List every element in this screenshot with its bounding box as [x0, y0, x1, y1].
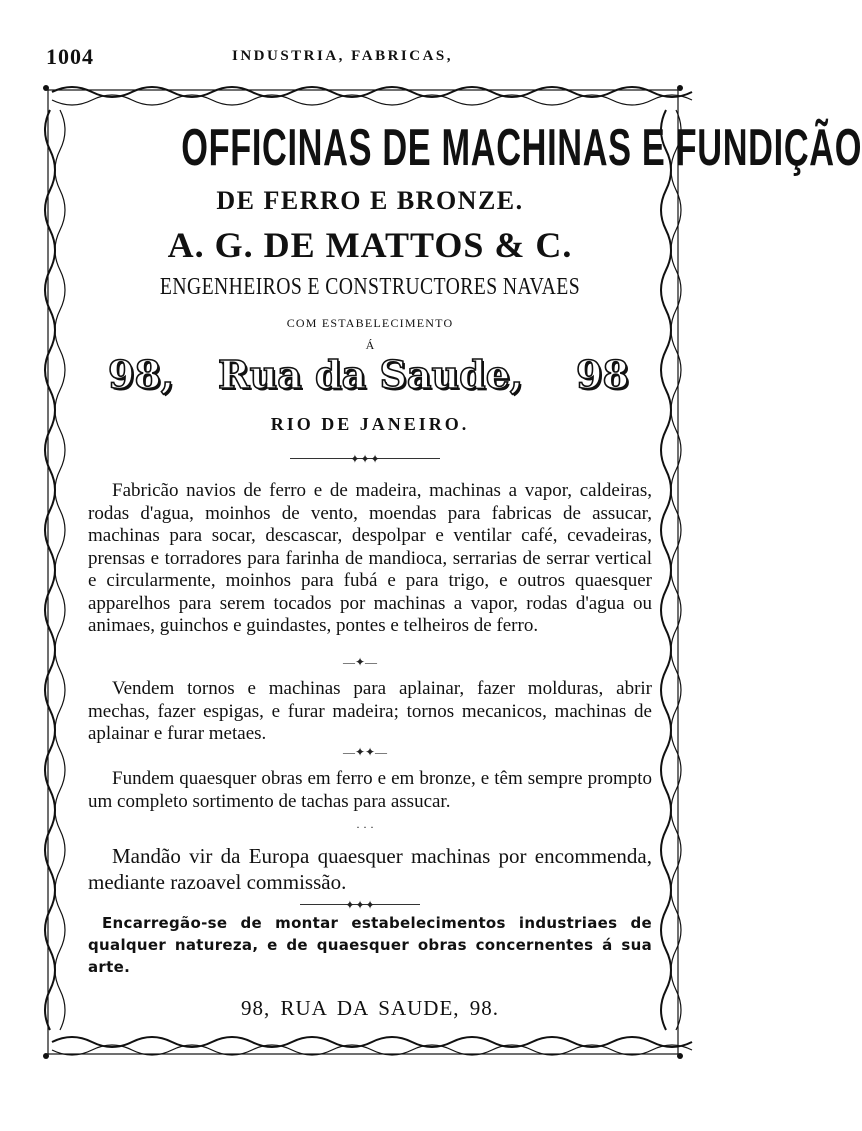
divider-ornament-icon: ✦✦✦ [344, 898, 376, 912]
running-head: INDUSTRIA, FABRICAS, [232, 48, 453, 64]
profession-line: ENGENHEIROS E CONSTRUCTORES NAVAES [159, 274, 581, 300]
city-line: RIO DE JANEIRO. [270, 414, 470, 434]
paragraph-fabrication: Fabricão navios de ferro e de madeira, machinas a vapor, caldeiras, rodas d'agua, moinhos de vento, moendas para fabricas de assucar, machinas para socar, descascar, despolpar e ventilar café, cevadeiras, prensas e torradores para farinha de mandioca, serrarias de serrar vertical e circularmente, moinhos para fubá e para trigo, e outros quaesquer apparelhos para serem tocados por machinas a vapor, rodas d'agua ou animaes, guinchos e guindastes, pontes e telheiros de ferro. [88, 480, 652, 636]
divider-ornament-icon: —✦— [342, 655, 378, 669]
paragraph-foundry: Fundem quaesquer obras em ferro e em bronze, e têm sempre prompto um completo sortimento de tachas para assucar. [88, 768, 652, 812]
address-number-right: 98 [576, 352, 629, 397]
address-number-left: 98, [108, 352, 175, 397]
at-line: Á [365, 338, 375, 352]
divider-ornament-icon: · · · [356, 820, 374, 834]
page-header [0, 44, 725, 74]
paragraph-sales: Vendem tornos e machinas para aplainar, fazer molduras, abrir mechas, fazer espigas, e furar madeira; tornos mecanicos, machinas de aplainar e furar metaes. [88, 678, 652, 744]
establishment-line: COM ESTABELECIMENTO [286, 316, 454, 330]
divider-ornament-icon: —✦✦— [342, 745, 388, 759]
closing-statement: Encarregão-se de montar estabelecimentos industriaes de qualquer natureza, e de quaesquer obras concernentes á sua arte. [88, 914, 652, 976]
footer-address: 98, RUA DA SAUDE, 98. [240, 996, 500, 1020]
advert-title: OFFICINAS DE MACHINAS E FUNDIÇÃO [181, 119, 862, 177]
paragraph-import: Mandão vir da Europa quaesquer machinas por encommenda, mediante razoavel commissão. [88, 844, 652, 894]
divider-ornament-icon: ✦✦✦ [349, 452, 381, 466]
page-number: 1004 [46, 44, 94, 69]
advert-subtitle: DE FERRO E BRONZE. [216, 186, 524, 215]
address-display [100, 352, 640, 408]
address-street: Rua da Saude, [218, 352, 524, 397]
company-name: A. G. DE MATTOS & C. [167, 225, 573, 265]
